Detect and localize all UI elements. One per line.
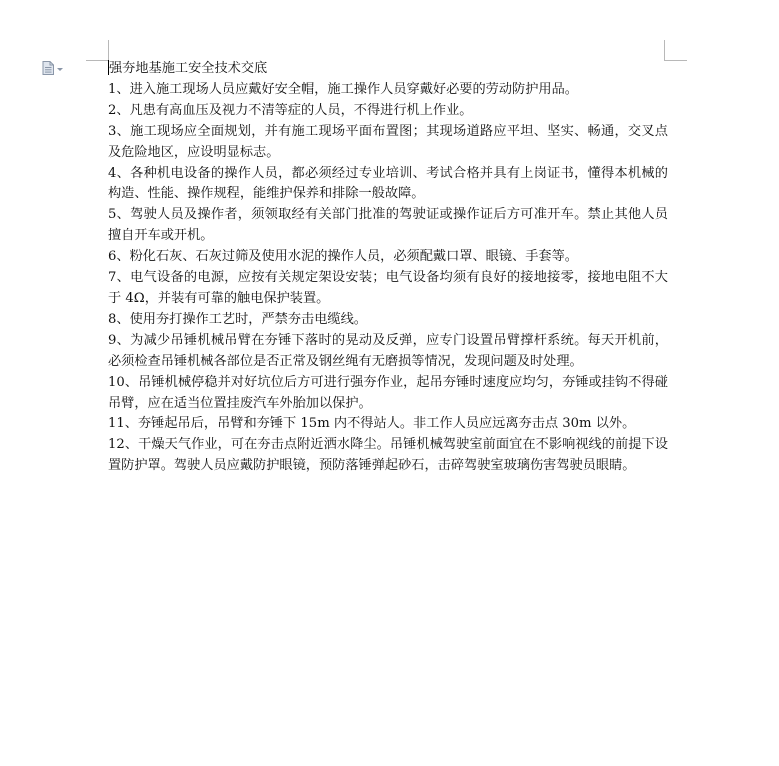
document-body[interactable] — [108, 59, 668, 477]
paragraph-7: 7、电气设备的电源，应按有关规定架设安装；电气设备均须有良好的接地接零，接地电阻不大于 4Ω，并装有可靠的触电保护装置。 — [108, 270, 668, 306]
paragraph-5: 5、驾驶人员及操作者，须领取经有关部门批准的驾驶证或操作证后方可准开车。禁止其他人员擅自开车或开机。 — [108, 207, 668, 244]
paragraph-12: 12、干燥天气作业，可在夯击点附近洒水降尘。吊锤机械驾驶室前面宜在不影响视线的前提下设置防护罩。驾驶人员应戴防护眼镜，预防落锤弹起砂石，击碎驾驶室玻璃伤害驾驶员眼睛。 — [108, 437, 668, 474]
paragraph-3: 3、施工现场应全面规划，并有施工现场平面布置图；其现场道路应平坦、坚实、畅通，交叉点及危险地区，应设明显标志。 — [108, 123, 668, 160]
paragraph-8: 8、使用夯打操作工艺时，严禁夯击电缆线。 — [108, 311, 367, 327]
paragraph-11: 11、夯锤起吊后，吊臂和夯锤下 15m 内不得站人。非工作人员应远离夯击点 30m 以外。 — [108, 416, 636, 432]
document-icon[interactable] — [42, 60, 72, 76]
document-title: 强夯地基施工安全技术交底 — [109, 61, 268, 76]
document-title-line — [108, 59, 668, 80]
paragraph-6: 6、粉化石灰、石灰过筛及使用水泥的操作人员，必须配戴口罩、眼镜、手套等。 — [108, 249, 578, 265]
paragraph-1: 1、进入施工现场人员应戴好安全帽，施工操作人员穿戴好必要的劳动防护用品。 — [108, 81, 578, 97]
crop-mark-top-left — [86, 40, 109, 61]
chevron-down-icon — [57, 68, 63, 71]
document-page-icon — [42, 61, 54, 75]
paragraph-10: 10、吊锤机械停稳并对好坑位后方可进行强夯作业，起吊夯锤时速度应均匀，夯锤或挂钩不得碰吊臂，应在适当位置挂废汽车外胎加以保护。 — [108, 374, 668, 411]
paragraph-4: 4、各种机电设备的操作人员，都必须经过专业培训、考试合格并具有上岗证书，懂得本机械的构造、性能、操作规程，能维护保养和排除一般故障。 — [108, 165, 668, 202]
paragraph-2: 2、凡患有高血压及视力不清等症的人员，不得进行机上作业。 — [108, 102, 473, 118]
crop-mark-top-right — [664, 40, 687, 61]
paragraph-9: 9、为减少吊锤机械吊臂在夯锤下落时的晃动及反弹，应专门设置吊臂撑杆系统。每天开机前，必须检查吊锤机械各部位是否正常及钢丝绳有无磨损等情况，发现问题及时处理。 — [108, 332, 668, 369]
